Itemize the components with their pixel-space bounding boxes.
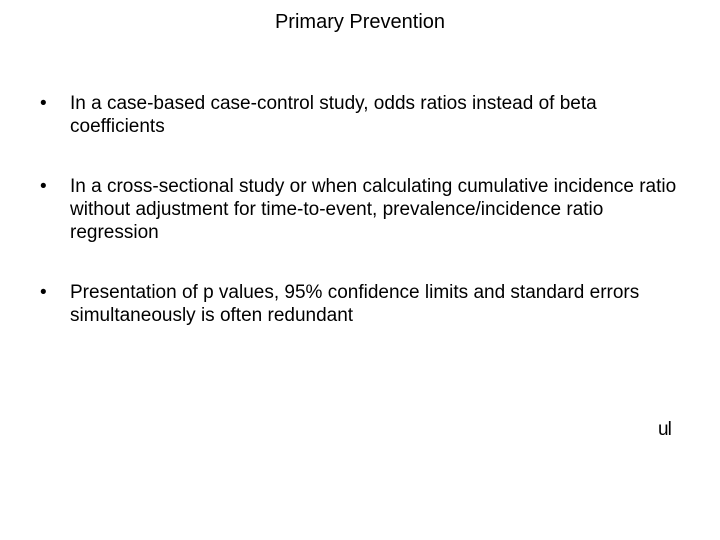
bullet-marker: • (40, 176, 47, 197)
text-fragment: ul (658, 419, 671, 440)
bullet-text: In a cross-sectional study or when calculating cumulative incidence ratio without adjustment for time-to-event, prevalence/incidence ratio regression (70, 176, 677, 243)
bullet-text: In a case-based case-control study, odds ratios instead of beta coefficients (70, 93, 597, 137)
slide-title: Primary Prevention (274, 11, 446, 33)
bullet-marker: • (40, 282, 47, 303)
bullet-text: Presentation of p values, 95% confidence limits and standard errors simultaneously is often redundant (70, 282, 640, 326)
bullet-marker: • (40, 93, 47, 114)
